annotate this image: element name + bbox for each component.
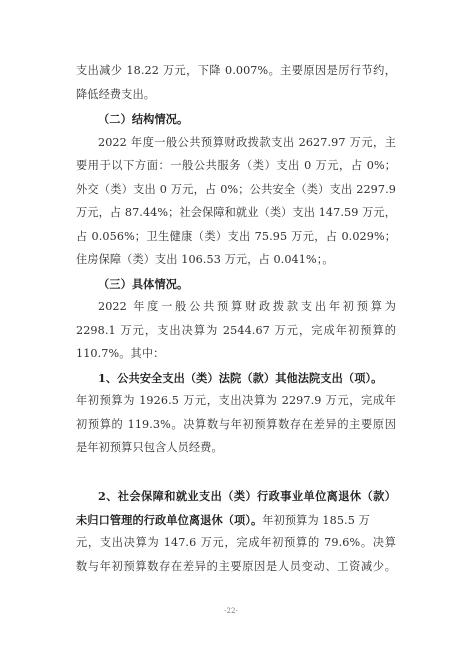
text-line (76, 513, 396, 528)
text-line: 2022 年度一般公共预算财政拨款支出 2627.97 万元，主 (98, 136, 396, 149)
text-line: 支出减少 18.22 万元，下降 0.007%。主要原因是厉行节约， (76, 64, 396, 77)
text-line: 2022 年度一般公共预算财政拨款支出年初预算为 (98, 300, 396, 313)
item-heading: 1、公共安全支出（类）法院（款）其他法院支出（项）。 (98, 371, 383, 385)
text-line: 110.7%。其中： (76, 347, 165, 360)
text-line: 住房保障（类）支出 106.53 万元，占 0.041%；。 (76, 253, 334, 266)
text-fragment: 年初预算为 185.5 万 (262, 514, 370, 527)
text-line: 降低经费支出。 (76, 88, 156, 101)
section-heading: （三）具体情况。 (98, 277, 189, 291)
text-line: 2298.1 万元，支出决算为 2544.67 万元，完成年初预算的 (76, 324, 396, 337)
text-line: 年初预算为 1926.5 万元，支出决算为 2297.9 万元，完成年 (76, 394, 396, 407)
text-line: 元，支出决算为 147.6 万元，完成年初预算的 79.6%。决算 (76, 536, 396, 549)
text-line: 数与年初预算数存在差异的主要原因是人员变动、工资减少。 (76, 560, 396, 573)
text-line: 初预算的 119.3%。决算数与年初预算数存在差异的主要原因 (76, 418, 396, 431)
text-line: 万元，占 87.44%；社会保障和就业（类）支出 147.59 万元， (76, 206, 396, 219)
text-line: 要用于以下方面：一般公共服务（类）支出 0 万元，占 0%； (76, 159, 396, 172)
item-heading: 2、社会保障和就业支出（类）行政事业单位离退休（款） (98, 489, 396, 503)
text-line: 外交（类）支出 0 万元，占 0%；公共安全（类）支出 2297.9 (76, 183, 396, 196)
text-line: 占 0.056%；卫生健康（类）支出 75.95 万元，占 0.029%； (76, 230, 396, 243)
text-line: 是年初预算只包含人员经费。 (76, 441, 223, 454)
section-heading: （二）结构情况。 (98, 112, 189, 126)
page-number: -22- (224, 607, 238, 615)
item-heading-continued: 未归口管理的行政单位离退休（项）。 (76, 513, 263, 527)
